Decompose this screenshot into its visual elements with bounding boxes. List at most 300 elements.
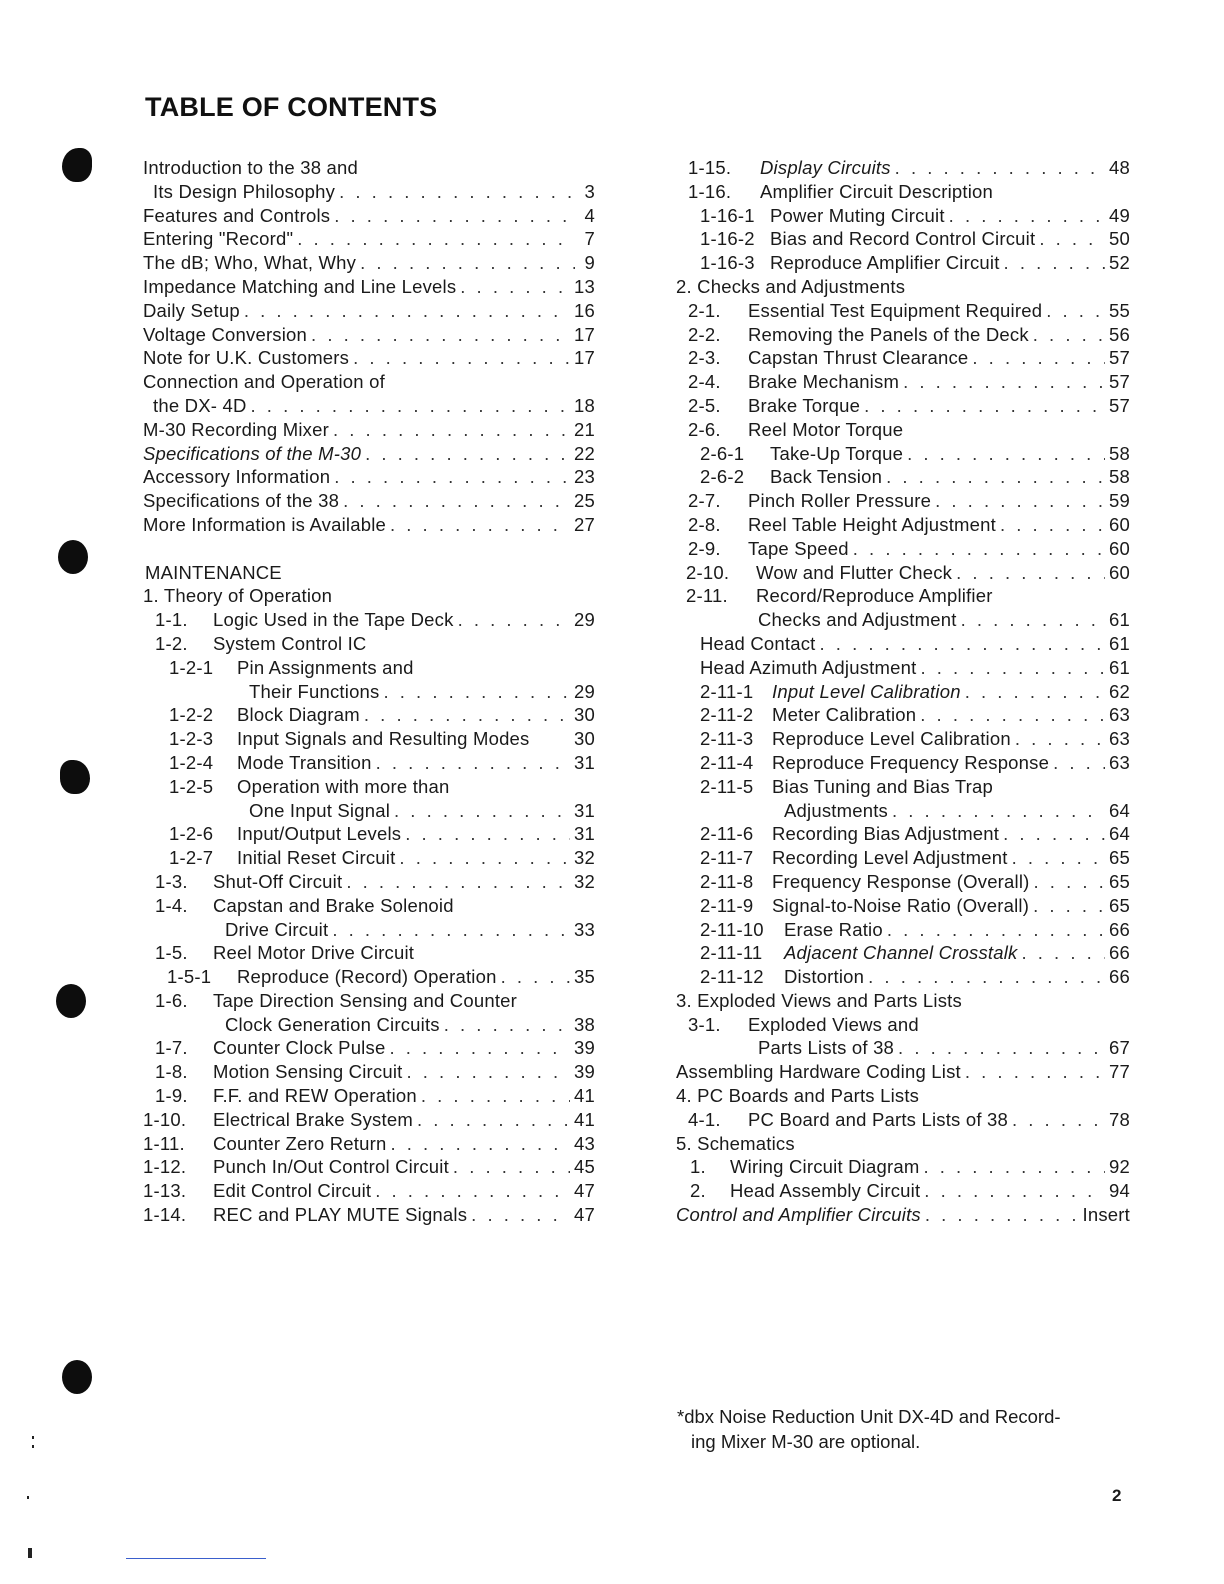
toc-dot-leader [1004, 251, 1105, 275]
toc-entry-number: 1-3. [155, 870, 188, 892]
toc-dot-leader [333, 418, 570, 442]
toc-dot-leader [1000, 513, 1105, 537]
page-number: 2 [1112, 1486, 1122, 1505]
toc-entry [676, 751, 1130, 775]
toc-entry [143, 1084, 595, 1108]
toc-entry [676, 870, 1130, 894]
toc-entry-page: 63 [1109, 728, 1130, 750]
toc-dot-leader [965, 1060, 1105, 1084]
toc-entry-title: 4. PC Boards and Parts Lists [676, 1085, 920, 1107]
toc-entry-page: 45 [574, 1156, 595, 1178]
toc-entry-number: 1-14. [143, 1204, 187, 1226]
toc-entry-title: Input Level Calibration [772, 680, 961, 702]
toc-entry-title: Essential Test Equipment Required [748, 299, 1043, 321]
toc-dot-leader [864, 394, 1105, 418]
toc-entry-title: Brake Mechanism [748, 371, 900, 393]
toc-entry-number: 1-15. [688, 157, 732, 178]
toc-entry-page: 65 [1109, 894, 1130, 916]
toc-entry [676, 204, 1130, 228]
toc-entry-title: Clock Generation Circuits [225, 1013, 440, 1035]
toc-entry-page: 39 [574, 1061, 595, 1083]
toc-entry-title: Bias and Record Control Circuit [770, 228, 1036, 250]
toc-entry-page: 16 [574, 299, 595, 321]
toc-entry-title: Amplifier Circuit Description [760, 180, 993, 202]
toc-entry-title: Capstan and Brake Solenoid [213, 894, 454, 916]
toc-entry-title: Voltage Conversion [143, 323, 308, 345]
toc-entry-title: Frequency Response (Overall) [772, 870, 1030, 892]
toc-entry-title: Edit Control Circuit [213, 1180, 372, 1202]
toc-dot-leader [956, 561, 1105, 585]
toc-entry [143, 180, 595, 204]
toc-entry-page: 17 [574, 323, 595, 345]
toc-entry-number: 2-2. [688, 323, 721, 345]
footnote-line-2: ing Mixer M-30 are optional. [691, 1431, 921, 1452]
toc-entry-page: 78 [1109, 1108, 1130, 1130]
toc-entry-number: 2-11-12 [700, 966, 764, 988]
toc-entry [676, 275, 1130, 299]
toc-dot-leader [384, 680, 571, 704]
toc-entry-number: 1-10. [143, 1108, 187, 1130]
toc-entry [676, 1132, 1130, 1156]
toc-dot-leader [907, 442, 1105, 466]
toc-entry-title: Reel Motor Drive Circuit [213, 942, 415, 964]
toc-entry-page: 35 [574, 966, 595, 988]
toc-entry-page: 47 [574, 1180, 595, 1202]
toc-entry-number: 1-2-7 [169, 847, 214, 869]
toc-entry [143, 656, 595, 680]
toc-entry-title: Power Muting Circuit [770, 204, 945, 226]
toc-entry-title: Back Tension [770, 466, 883, 488]
toc-entry-page: 57 [1109, 347, 1130, 369]
toc-entry-number: 1-2-2 [169, 704, 214, 726]
toc-entry-page: 41 [574, 1085, 595, 1107]
toc-entry [143, 1108, 595, 1132]
toc-entry-number: 2-3. [688, 347, 721, 369]
toc-entry [143, 965, 595, 989]
toc-entry-title: Electrical Brake System [213, 1108, 413, 1130]
toc-entry-title: Take-Up Torque [770, 442, 904, 464]
toc-entry [676, 846, 1130, 870]
toc-entry-page: 52 [1109, 252, 1130, 274]
footnote-line-1: *dbx Noise Reduction Unit DX-4D and Record- [677, 1406, 1061, 1427]
toc-entry-page: 31 [574, 799, 595, 821]
toc-left-column [143, 156, 595, 1227]
toc-entry-number: 2-11-9 [700, 894, 754, 916]
toc-entry-title: M-30 Recording Mixer [143, 418, 329, 440]
toc-entry [143, 1060, 595, 1084]
toc-entry-title: The dB; Who, What, Why [143, 252, 357, 274]
toc-entry-number: 2-11-1 [700, 680, 754, 702]
toc-entry-number: 1-9. [155, 1085, 188, 1107]
toc-dot-leader [394, 799, 570, 823]
toc-entry-page: 39 [574, 1037, 595, 1059]
toc-entry-number: 1-8. [155, 1061, 188, 1083]
toc-entry-page: 13 [574, 275, 595, 297]
toc-entry-number: 1-2-4 [169, 751, 214, 773]
toc-entry-page: 33 [574, 918, 595, 940]
toc-entry [676, 822, 1130, 846]
toc-right-column [676, 156, 1130, 1227]
toc-dot-leader [868, 965, 1105, 989]
toc-entry [676, 656, 1130, 680]
toc-entry-number: 2-11-5 [700, 775, 754, 797]
toc-entry-number: 1-2-5 [169, 775, 214, 797]
toc-entry-title: Reproduce Amplifier Circuit [770, 252, 1000, 274]
toc-entry [143, 799, 595, 823]
toc-entry [143, 846, 595, 870]
toc-entry-title: Removing the Panels of the Deck [748, 323, 1029, 345]
toc-dot-leader [935, 489, 1105, 513]
toc-entry-title: Head Assembly Circuit [730, 1180, 921, 1202]
toc-entry-number: 2-11-6 [700, 823, 754, 845]
toc-dot-leader [399, 846, 570, 870]
toc-entry-number: 1-2. [155, 632, 188, 654]
toc-entry-title: Impedance Matching and Line Levels [143, 275, 457, 297]
toc-entry-page: 29 [574, 609, 595, 631]
toc-entry [143, 703, 595, 727]
toc-entry-title: Input/Output Levels [237, 823, 402, 845]
toc-dot-leader [853, 537, 1105, 561]
toc-dot-leader [375, 1179, 570, 1203]
toc-entry-page: 66 [1109, 966, 1130, 988]
toc-entry-title: Exploded Views and [748, 1013, 919, 1035]
toc-dot-leader [458, 608, 570, 632]
toc-entry-number: 2-6-2 [700, 466, 745, 488]
toc-dot-leader [346, 870, 570, 894]
toc-entry-title: Wow and Flutter Check [756, 561, 953, 583]
toc-dot-leader [1012, 846, 1105, 870]
toc-entry-page: 61 [1109, 609, 1130, 631]
toc-entry [676, 299, 1130, 323]
toc-entry-title: Counter Zero Return [213, 1132, 387, 1154]
toc-entry [676, 1108, 1130, 1132]
toc-entry-title: Reel Motor Torque [748, 418, 904, 440]
toc-entry-page: 38 [574, 1013, 595, 1035]
toc-entry-number: 1-4. [155, 894, 188, 916]
toc-entry-title: System Control IC [213, 632, 367, 654]
toc-entry [676, 727, 1130, 751]
toc-entry-page: 61 [1109, 656, 1130, 678]
toc-entry-page: 63 [1109, 704, 1130, 726]
toc-entry-number: 1-6. [155, 989, 188, 1011]
toc-dot-leader [1053, 751, 1105, 775]
toc-entry [143, 251, 595, 275]
toc-entry-number: 2-5. [688, 394, 721, 416]
toc-entry-page: 60 [1109, 513, 1130, 535]
toc-dot-leader [1015, 727, 1105, 751]
toc-entry [143, 751, 595, 775]
toc-entry [676, 799, 1130, 823]
toc-entry [143, 1036, 595, 1060]
toc-entry [143, 465, 595, 489]
toc-entry-title: Specifications of the 38 [143, 490, 340, 512]
toc-dot-leader [949, 204, 1105, 228]
toc-entry [676, 513, 1130, 537]
scan-speck [28, 1548, 32, 1558]
toc-entry [676, 370, 1130, 394]
toc-entry-page: 25 [574, 490, 595, 512]
toc-entry-title: Capstan Thrust Clearance [748, 347, 969, 369]
toc-entry-number: 3-1. [688, 1013, 721, 1035]
toc-entry-title: Mode Transition [237, 751, 372, 773]
toc-entry-title: Brake Torque [748, 394, 861, 416]
toc-dot-leader [1003, 822, 1105, 846]
toc-dot-leader [924, 1179, 1105, 1203]
toc-entry-title: Introduction to the 38 and [143, 157, 359, 178]
toc-entry-number: 4-1. [688, 1108, 721, 1130]
toc-dot-leader [390, 513, 570, 537]
toc-entry [143, 561, 595, 585]
toc-entry-title: Pin Assignments and [237, 656, 414, 678]
toc-entry [676, 703, 1130, 727]
toc-dot-leader [1046, 299, 1105, 323]
toc-entry [143, 608, 595, 632]
toc-entry [143, 584, 595, 608]
toc-entry [676, 180, 1130, 204]
toc-entry-title: Daily Setup [143, 299, 240, 321]
toc-dot-leader [251, 394, 571, 418]
toc-entry-page: 66 [1109, 918, 1130, 940]
toc-entry-number: 2-11-4 [700, 751, 754, 773]
toc-dot-leader [421, 1084, 570, 1108]
toc-entry [676, 584, 1130, 608]
toc-dot-leader [365, 442, 570, 466]
toc-entry [676, 894, 1130, 918]
toc-entry-number: 1. [690, 1156, 706, 1178]
toc-entry-title: Their Functions [249, 680, 380, 702]
toc-entry [676, 1036, 1130, 1060]
toc-entry-number: 2-9. [688, 537, 721, 559]
toc-entry [143, 346, 595, 370]
toc-entry-title: Bias Tuning and Bias Trap [772, 775, 993, 797]
toc-entry [676, 1060, 1130, 1084]
toc-entry [143, 489, 595, 513]
toc-dot-leader [444, 1013, 570, 1037]
toc-entry [676, 632, 1130, 656]
toc-entry [143, 680, 595, 704]
toc-entry [676, 1179, 1130, 1203]
toc-entry-title: Adjustments [784, 799, 888, 821]
toc-entry [676, 1084, 1130, 1108]
toc-dot-leader [405, 822, 570, 846]
toc-entry-title: Head Azimuth Adjustment [700, 656, 917, 678]
toc-entry [676, 323, 1130, 347]
toc-entry [143, 418, 595, 442]
toc-entry-page: 7 [584, 228, 595, 250]
toc-entry [676, 489, 1130, 513]
toc-entry-title: Tape Direction Sensing and Counter [213, 989, 518, 1011]
toc-entry [143, 1132, 595, 1156]
toc-entry-title: 2. Checks and Adjustments [676, 275, 906, 297]
toc-entry-title: Parts Lists of 38 [758, 1037, 895, 1059]
toc-entry-page: 56 [1109, 323, 1130, 345]
toc-entry [676, 608, 1130, 632]
toc-dot-leader [895, 156, 1105, 180]
toc-dot-leader [390, 1132, 570, 1156]
toc-dot-leader [972, 346, 1105, 370]
toc-entry [143, 870, 595, 894]
toc-dot-leader [1022, 941, 1106, 965]
toc-entry-title: Shut-Off Circuit [213, 870, 343, 892]
toc-entry-page: 60 [1109, 537, 1130, 559]
toc-entry-number: 1-11. [143, 1132, 185, 1154]
toc-entry-number: 1-16-3 [700, 252, 755, 274]
toc-entry-page: 30 [574, 728, 595, 750]
toc-entry-title: Block Diagram [237, 704, 360, 726]
toc-entry-number: 2-11-3 [700, 728, 754, 750]
toc-entry-number: 2-11-10 [700, 918, 764, 940]
toc-entry-title: Recording Level Adjustment [772, 847, 1008, 869]
toc-dot-leader [376, 751, 570, 775]
toc-entry [143, 894, 595, 918]
toc-entry-title: PC Board and Parts Lists of 38 [748, 1108, 1008, 1130]
toc-entry-title: Motion Sensing Circuit [213, 1061, 403, 1083]
toc-entry [676, 775, 1130, 799]
toc-entry-title: REC and PLAY MUTE Signals [213, 1204, 468, 1226]
toc-entry-title: Pinch Roller Pressure [748, 490, 932, 512]
toc-entry-page: 63 [1109, 751, 1130, 773]
toc-entry-page: 65 [1109, 847, 1130, 869]
toc-dot-leader [417, 1108, 570, 1132]
punch-hole [62, 1360, 92, 1394]
toc-entry-page: 55 [1109, 299, 1130, 321]
toc-entry-number: 1-1. [155, 609, 188, 631]
toc-entry-page: 43 [574, 1132, 595, 1154]
toc-entry-page: 77 [1109, 1061, 1130, 1083]
toc-entry-title: Reproduce Frequency Response [772, 751, 1050, 773]
toc-entry-title: 1. Theory of Operation [143, 585, 333, 607]
toc-entry [143, 323, 595, 347]
toc-entry-title: Signal-to-Noise Ratio (Overall) [772, 894, 1030, 916]
toc-entry [143, 1203, 595, 1227]
toc-entry-number: 1-2-3 [169, 728, 214, 750]
toc-entry-title: Assembling Hardware Coding List [676, 1061, 961, 1083]
toc-entry-number: 1-16. [688, 180, 732, 202]
toc-entry [143, 537, 595, 561]
toc-entry-page: 21 [574, 418, 595, 440]
toc-entry [143, 513, 595, 537]
toc-entry [143, 941, 595, 965]
toc-entry [676, 1203, 1130, 1227]
toc-entry-title: Tape Speed [748, 537, 849, 559]
toc-entry [676, 537, 1130, 561]
toc-entry-title: Reproduce Level Calibration [772, 728, 1011, 750]
toc-dot-leader [925, 1203, 1079, 1227]
toc-entry-number: 2-4. [688, 371, 721, 393]
toc-dot-leader [353, 346, 570, 370]
toc-dot-leader [360, 251, 575, 275]
toc-entry-page: 64 [1109, 799, 1130, 821]
toc-entry-page: 59 [1109, 490, 1130, 512]
toc-entry-page: 41 [574, 1108, 595, 1130]
toc-dot-leader [1039, 227, 1105, 251]
toc-entry [143, 1013, 595, 1037]
toc-entry-page: 4 [584, 204, 595, 226]
toc-entry-title: Counter Clock Pulse [213, 1037, 386, 1059]
toc-entry [143, 918, 595, 942]
toc-dot-leader [389, 1036, 570, 1060]
toc-entry-title: Drive Circuit [225, 918, 329, 940]
toc-dot-leader [887, 918, 1105, 942]
toc-entry-title: 3. Exploded Views and Parts Lists [676, 989, 962, 1011]
toc-entry-title: Reel Table Height Adjustment [748, 513, 996, 535]
toc-dot-leader [334, 204, 575, 228]
punch-hole [60, 760, 90, 794]
toc-entry-page: 64 [1109, 823, 1130, 845]
punch-hole [62, 148, 92, 182]
toc-dot-leader [471, 1203, 570, 1227]
toc-entry-page: 9 [584, 252, 595, 274]
toc-dot-leader [406, 1060, 570, 1084]
scan-speck [32, 1445, 34, 1448]
punch-hole [58, 540, 88, 574]
toc-entry [143, 989, 595, 1013]
toc-entry-page: 29 [574, 680, 595, 702]
toc-entry-title: Punch In/Out Control Circuit [213, 1156, 449, 1178]
toc-entry-number: 1-5-1 [167, 966, 212, 988]
bottom-rule [126, 1558, 266, 1559]
toc-entry-title: More Information is Available [143, 513, 386, 535]
toc-entry-page: 32 [574, 847, 595, 869]
toc-entry-title: Entering "Record" [143, 228, 294, 250]
toc-dot-leader [903, 370, 1105, 394]
toc-dot-leader [961, 608, 1105, 632]
toc-entry-page: 49 [1109, 204, 1130, 226]
toc-entry-number: 2-7. [688, 490, 721, 512]
toc-entry-page: 57 [1109, 394, 1130, 416]
toc-entry [143, 822, 595, 846]
toc-entry [676, 989, 1130, 1013]
scan-speck [27, 1496, 29, 1499]
toc-entry-title: Record/Reproduce Amplifier [756, 585, 993, 607]
toc-entry-number: 1-7. [155, 1037, 188, 1059]
toc-entry-number: 1-13. [143, 1180, 187, 1202]
toc-entry-page: 57 [1109, 371, 1130, 393]
toc-entry-page: 58 [1109, 442, 1130, 464]
toc-entry [676, 465, 1130, 489]
toc-entry-number: 2-10. [686, 561, 730, 583]
toc-dot-leader [892, 799, 1105, 823]
toc-entry-number: 1-2-1 [169, 656, 214, 678]
toc-dot-leader [334, 465, 570, 489]
toc-dot-leader [339, 180, 575, 204]
toc-entry-title: Checks and Adjustment [758, 609, 957, 631]
toc-entry-page: 66 [1109, 942, 1130, 964]
toc-entry-page: 50 [1109, 228, 1130, 250]
toc-dot-leader [332, 918, 570, 942]
toc-entry-title: Accessory Information [143, 466, 331, 488]
toc-dot-leader [965, 680, 1105, 704]
toc-entry-page: 31 [574, 823, 595, 845]
toc-entry-page: 22 [574, 442, 595, 464]
toc-dot-leader [501, 965, 570, 989]
toc-entry-page: 61 [1109, 632, 1130, 654]
toc-entry-title: the DX- 4D [153, 394, 247, 416]
toc-entry-number: 1-16-2 [700, 228, 755, 250]
toc-entry-title: Recording Bias Adjustment [772, 823, 1000, 845]
toc-entry [143, 632, 595, 656]
toc-entry [143, 299, 595, 323]
toc-entry-number: 2-6. [688, 418, 721, 440]
toc-entry-title: F.F. and REW Operation [213, 1085, 417, 1107]
toc-entry-page: 23 [574, 466, 595, 488]
toc-dot-leader [920, 703, 1105, 727]
toc-dot-leader [453, 1155, 570, 1179]
toc-entry [676, 918, 1130, 942]
toc-entry-page: 32 [574, 870, 595, 892]
toc-entry-title: Adjacent Channel Crosstalk [784, 942, 1018, 964]
toc-dot-leader [311, 323, 570, 347]
